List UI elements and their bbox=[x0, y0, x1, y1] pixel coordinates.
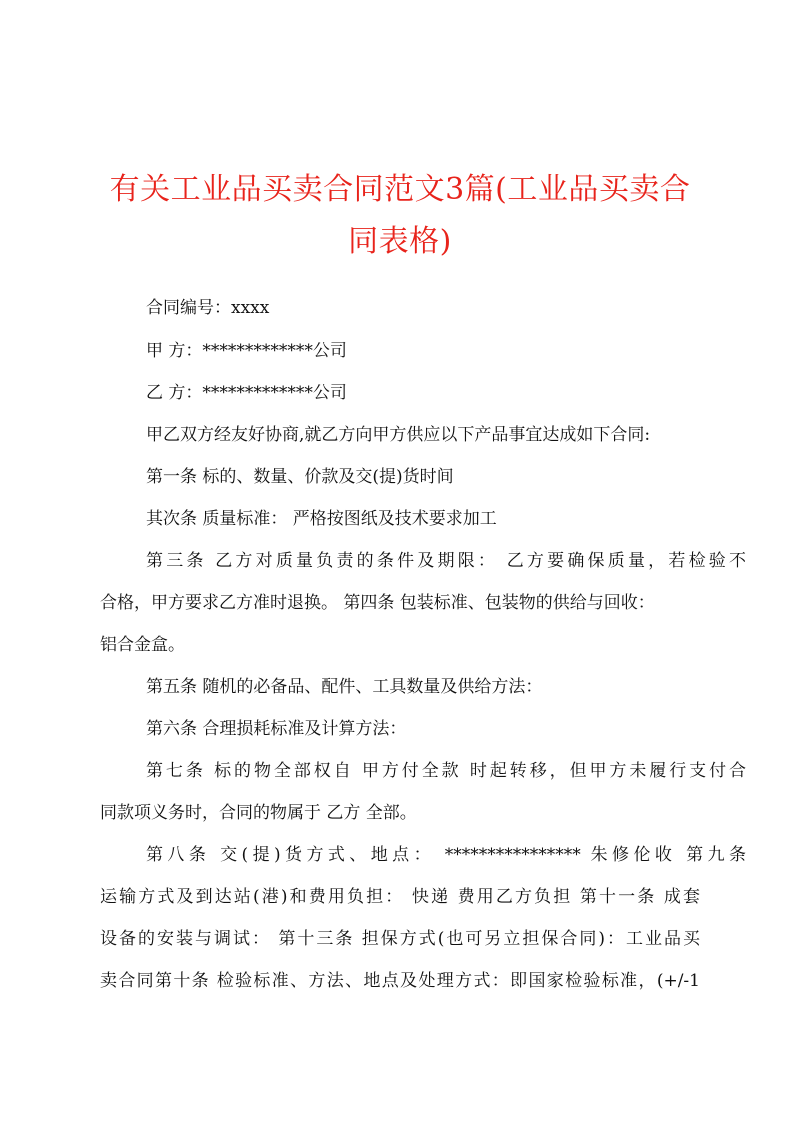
article-9-line: 运输方式及到达站(港)和费用负担： 快递 费用乙方负担 第十一条 成套 bbox=[100, 887, 700, 907]
party-a: 甲 方：*************公司 bbox=[146, 341, 347, 361]
article-7-line-2: 同款项义务时，合同的物属于 乙方 全部。 bbox=[100, 803, 417, 823]
article-11-line: 设备的安装与调试： 第十三条 担保方式(也可另立担保合同)：工业品买 bbox=[100, 929, 700, 949]
article-1: 第一条 标的、数量、价款及交(提)货时间 bbox=[146, 467, 454, 487]
contract-number: 合同编号：xxxx bbox=[146, 298, 270, 318]
document-title-line-1: 有关工业品买卖合同范文3篇(工业品买卖合 bbox=[109, 172, 691, 207]
article-8-line-1: 第八条 交(提)货方式、地点： **************** 朱修伦收 第九条 bbox=[146, 845, 746, 865]
article-3-line-1: 第三条 乙方对质量负责的条件及期限： 乙方要确保质量，若检验不 bbox=[146, 551, 746, 571]
preamble: 甲乙双方经友好协商,就乙方向甲方供应以下产品事宜达成如下合同: bbox=[146, 425, 651, 445]
article-4-line-2: 铝合金盒。 bbox=[100, 635, 185, 655]
article-5: 第五条 随机的必备品、配件、工具数量及供给方法： bbox=[146, 677, 543, 697]
party-b: 乙 方：*************公司 bbox=[146, 383, 347, 403]
article-6: 第六条 合理损耗标准及计算方法： bbox=[146, 719, 407, 739]
article-2: 其次条 质量标准： 严格按图纸及技术要求加工 bbox=[146, 509, 497, 529]
document-title-line-2: 同表格) bbox=[348, 224, 452, 259]
article-10-line: 卖合同第十条 检验标准、方法、地点及处理方式：即国家检验标准，(+/-1 bbox=[100, 971, 700, 991]
article-3-line-2: 合格，甲方要求乙方准时退换。 第四条 包装标准、包装物的供给与回收： bbox=[100, 593, 655, 613]
article-7-line-1: 第七条 标的物全部权自 甲方付全款 时起转移，但甲方未履行支付合 bbox=[146, 761, 746, 781]
